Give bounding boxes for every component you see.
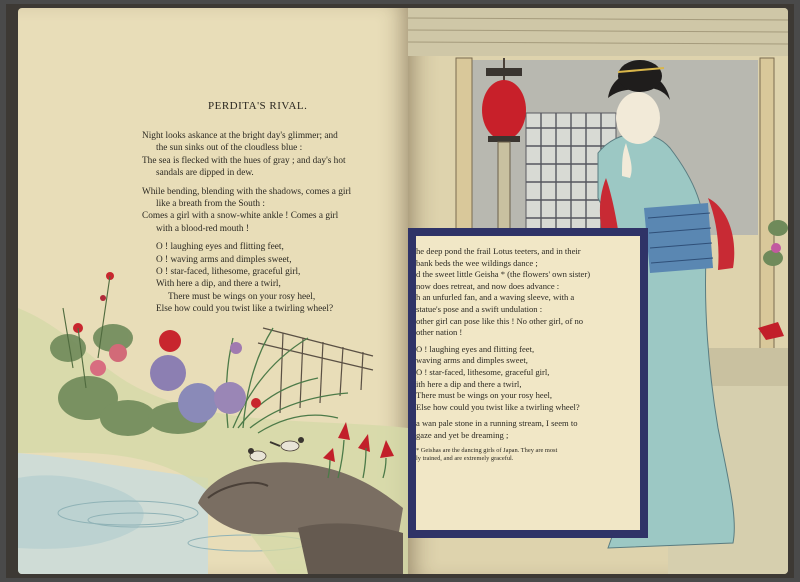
text-panel bbox=[408, 228, 648, 538]
poem-line: he deep pond the frail Lotus teeters, and in their bbox=[416, 246, 581, 256]
right-page bbox=[408, 8, 788, 574]
poem-title: PERDITA'S RIVAL. bbox=[208, 100, 308, 112]
poem-line: gaze and yet be dreaming ; bbox=[416, 429, 509, 440]
poem-line: ith here a dip and there a twirl, bbox=[416, 378, 522, 389]
poem-text-left bbox=[142, 130, 382, 316]
poem-line: O ! waving arms and dimples sweet, bbox=[156, 254, 292, 265]
poem-line: The sea is flecked with the hues of gray ; and day's hot bbox=[142, 155, 346, 166]
footnote-line: * Geishas are the dancing girls of Japan. They are most bbox=[416, 446, 558, 454]
poem-line: a wan pale stone in a running stream, I seem to bbox=[416, 418, 578, 429]
poem-line: the sun sinks out of the cloudless blue : bbox=[156, 143, 303, 154]
poem-line: statue's pose and a swift undulation : bbox=[416, 303, 543, 314]
poem-line: now does retreat, and now does advance : bbox=[416, 280, 560, 291]
poem-line: O ! laughing eyes and flitting feet, bbox=[416, 343, 535, 354]
poem-line: O ! laughing eyes and flitting feet, bbox=[156, 242, 284, 253]
poem-line: h an unfurled fan, and a waving sleeve, with a bbox=[416, 292, 575, 303]
poem-line: There must be wings on your rosy heel, bbox=[168, 291, 316, 302]
poem-line: With here a dip, and there a twirl, bbox=[156, 279, 281, 290]
poem-line: other girl can pose like this ! No other girl, of no bbox=[416, 315, 584, 326]
left-page bbox=[18, 8, 408, 574]
poem-line: with a blood-red mouth ! bbox=[156, 223, 249, 234]
footnote-line: ly trained, and are extremely graceful. bbox=[416, 454, 514, 462]
poem-line: Comes a girl with a snow-white ankle ! Comes a girl bbox=[142, 211, 339, 222]
poem-line: There must be wings on your rosy heel, bbox=[416, 390, 553, 401]
poem-line: like a breath from the South : bbox=[156, 199, 265, 210]
poem-line: Else how could you twist like a twirling wheel? bbox=[416, 401, 580, 412]
open-book bbox=[6, 4, 794, 578]
poem-line: bank beds the wee wildings dance ; bbox=[416, 257, 538, 268]
poem-line: While bending, blending with the shadows, comes a girl bbox=[142, 186, 352, 197]
poem-line: Else how could you twist like a twirling wheel? bbox=[156, 304, 334, 315]
poem-line: d the sweet little Geisha * (the flowers' own sister) bbox=[416, 269, 591, 280]
poem-line: other nation ! bbox=[416, 327, 463, 338]
poem-line: O ! star-faced, lithesome, graceful girl, bbox=[156, 267, 301, 278]
poem-text-right bbox=[416, 246, 638, 463]
poem-line: O ! star-faced, lithesome, graceful girl, bbox=[416, 366, 550, 377]
poem-line: sandals are dipped in dew. bbox=[156, 168, 254, 179]
poem-line: Night looks askance at the bright day's glimmer; and bbox=[142, 131, 338, 141]
poem-line: waving arms and dimples sweet, bbox=[416, 355, 528, 366]
